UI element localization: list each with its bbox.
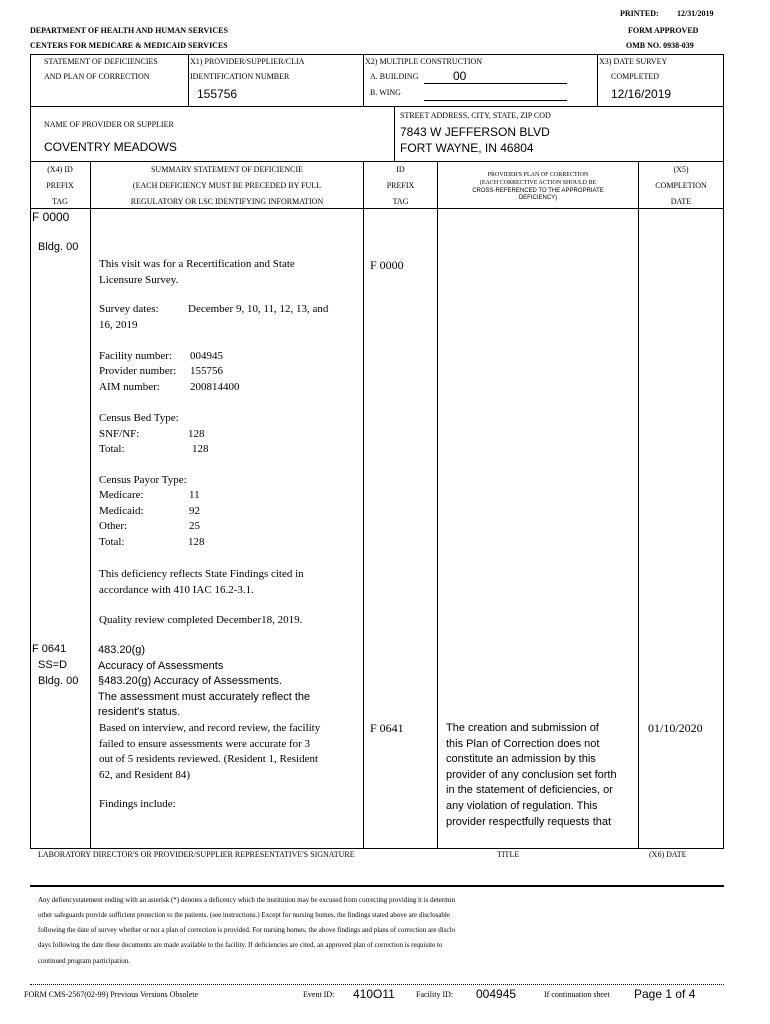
x3-label: X3) DATE SURVEY xyxy=(599,57,668,66)
printed-label: PRINTED: xyxy=(620,9,659,18)
page-number: Page 1 of 4 xyxy=(634,987,696,1001)
facility-id-value: 004945 xyxy=(476,987,517,1001)
x3-label-2: COMPLETED xyxy=(611,72,659,81)
building-value: 00 xyxy=(453,69,467,83)
medicaid-label: Medicaid: xyxy=(99,505,144,517)
building-underline xyxy=(424,83,567,84)
other-label: Other: xyxy=(99,520,128,532)
facility-number-label: Facility number: xyxy=(99,350,173,362)
id-header-1: ID xyxy=(396,165,405,174)
x1-label-2: IDENTIFICATION NUMBER xyxy=(190,72,290,81)
summary-header-2: (EACH DEFICIENCY MUST BE PRECEDED BY FULL xyxy=(132,181,322,190)
other-value: 25 xyxy=(189,520,200,532)
facility-id-label: Facility ID: xyxy=(416,990,454,999)
id-header-2: PREFIX xyxy=(386,181,415,190)
id-header-3: TAG xyxy=(392,197,409,206)
survey-dates-value: December 9, 10, 11, 12, 13, and xyxy=(188,303,329,315)
bed-total-label: Total: xyxy=(99,443,125,455)
census-payor-title: Census Payor Type: xyxy=(99,474,187,486)
provider-number-value: 155756 xyxy=(190,365,223,377)
department-title: DEPARTMENT OF HEALTH AND HUMAN SERVICES xyxy=(30,26,228,35)
provider-id-value: 155756 xyxy=(197,87,238,101)
plan-header-3: CROSS-REFERENCED TO THE APPROPRIATE xyxy=(472,188,604,194)
provider-name-label: NAME OF PROVIDER OR SUPPLIER xyxy=(44,120,174,129)
plan-header-2: (EACH CORRECTIVE ACTION SHOULD BE xyxy=(479,180,597,186)
x5-header-3: DATE xyxy=(670,197,692,206)
wing-label: B. WING xyxy=(370,88,401,97)
statement-label-1: STATEMENT OF DEFICIENCIES xyxy=(44,57,158,66)
continuation-label: If continuation sheet xyxy=(544,990,610,999)
prefix-tag-2: F 0641 xyxy=(32,643,67,655)
omb-number: OMB NO. 0938-039 xyxy=(626,41,694,50)
event-id-value: 410O11 xyxy=(353,987,395,1001)
regulation-text: 483.20(g) Accuracy of Assessments §483.20(g) Accuracy of Assessments. The assessment must accurately reflect the resident's status. xyxy=(98,644,311,719)
plan-of-correction-text: The creation and submission of this Plan of Correction does not constitute an admission by this provider of any conclusion set forth in the statement of deficiencies, or any violation of regulation. This provider respectfully requests that xyxy=(446,722,617,828)
summary-header-1: SUMMARY STATEMENT OF DEFICIENCIE xyxy=(150,165,304,174)
medicare-label: Medicare: xyxy=(99,489,144,501)
title-label: TITLE xyxy=(497,850,520,859)
form-approved: FORM APPROVED xyxy=(628,26,699,35)
x4-header-3: TAG xyxy=(52,197,68,206)
visit-text: This visit was for a Recertification and State Licensure Survey. xyxy=(99,258,295,286)
disclaimer-line-3: following the date of survey whether or not a plan of correction is provided. For nursing homes, the above findings and plans of correction are disclo xyxy=(38,926,455,934)
survey-dates-label: Survey dates: xyxy=(99,303,159,315)
address-label: STREET ADDRESS, CITY, STATE, ZIP COD xyxy=(400,111,551,120)
statement-label-2: AND PLAN OF CORRECTION xyxy=(44,72,150,81)
x4-header-2: PREFIX xyxy=(46,181,74,190)
provider-name-value: COVENTRY MEADOWS xyxy=(44,140,177,154)
wing-underline xyxy=(424,100,567,101)
payor-total-label: Total: xyxy=(99,536,125,548)
census-bed-title: Census Bed Type: xyxy=(99,412,179,424)
centers-title: CENTERS FOR MEDICARE & MEDICAID SERVICES xyxy=(30,41,228,50)
quality-review-text: Quality review completed December18, 2019. xyxy=(99,614,303,626)
interview-text: Based on interview, and record review, the facility failed to ensure assessments were accurate for 3 out of 5 residents reviewed. (Resident 1, Resident 62, and Resident 84) xyxy=(99,722,321,781)
survey-completed-date: 12/16/2019 xyxy=(611,87,672,101)
provider-number-label: Provider number: xyxy=(99,365,177,377)
id-prefix-tag-1: F 0000 xyxy=(370,258,404,272)
building-label: A. BUILDING xyxy=(370,72,419,81)
survey-dates-cont: 16, 2019 xyxy=(99,319,138,331)
form-number: FORM CMS-2567(02-99) Previous Versions Obsolete xyxy=(24,990,199,999)
x5-header-2: COMPLETION xyxy=(655,181,707,190)
severity-scope: SS=D xyxy=(38,659,68,671)
reflects-text: This deficiency reflects State Findings cited in accordance with 410 IAC 16.2-3.1. xyxy=(99,568,304,596)
address-line-1: 7843 W JEFFERSON BLVD xyxy=(400,125,550,139)
facility-number-value: 004945 xyxy=(190,350,223,362)
address-line-2: FORT WAYNE, IN 46804 xyxy=(400,141,534,155)
bed-total-value: 128 xyxy=(192,443,209,455)
plan-header-1: PROVIDER'S PLAN OF CORRECTION xyxy=(487,172,589,178)
director-signature-label: LABORATORY DIRECTOR'S OR PROVIDER/SUPPLIER REPRESENTATIVE'S SIGNATURE xyxy=(38,850,355,859)
x2-label: X2) MULTIPLE CONSTRUCTION xyxy=(365,57,483,66)
disclaimer-line-2: other safeguards provide sufficient protection to the patients. (see instructions.) Except for nursing homes, the findings stated above are disclosable xyxy=(38,911,450,919)
printed-date: 12/31/2019 xyxy=(677,9,714,18)
building-tag-1: Bldg. 00 xyxy=(38,241,79,253)
x4-header-1: (X4) ID xyxy=(47,165,73,174)
id-prefix-tag-2: F 0641 xyxy=(370,721,404,735)
x5-header-1: (X5) xyxy=(673,165,689,174)
building-tag-2: Bldg. 00 xyxy=(38,675,79,687)
medicaid-value: 92 xyxy=(189,505,200,517)
event-id-label: Event ID: xyxy=(303,990,335,999)
x6-date-label: (X6) DATE xyxy=(649,850,687,859)
disclaimer-line-5: continued program participation. xyxy=(38,957,130,965)
snf-label: SNF/NF: xyxy=(99,428,140,440)
medicare-value: 11 xyxy=(189,489,200,501)
aim-number-value: 200814400 xyxy=(190,381,240,393)
snf-value: 128 xyxy=(188,428,205,440)
findings-text: Findings include: xyxy=(99,798,176,810)
prefix-tag-1: F 0000 xyxy=(32,210,70,224)
plan-header-4: DEFICIENCY) xyxy=(518,195,558,201)
disclaimer-line-1: Any defiencystatement ending with an asterisk (*) denotes a deficency which the institution may be excused from correcting providing it is determin xyxy=(38,896,455,904)
aim-number-label: AIM number: xyxy=(99,381,160,393)
payor-total-value: 128 xyxy=(188,536,205,548)
x1-label: X1) PROVIDER/SUPPLIER/CLIA xyxy=(190,57,305,66)
summary-header-3: REGULATORY OR LSC IDENTIFYING INFORMATION xyxy=(130,197,324,206)
disclaimer-line-4: days following the date these documents are made available to the facility. If deficiencies are cited, an approved plan of correction is requisite to xyxy=(38,941,443,949)
completion-date: 01/10/2020 xyxy=(648,721,703,735)
